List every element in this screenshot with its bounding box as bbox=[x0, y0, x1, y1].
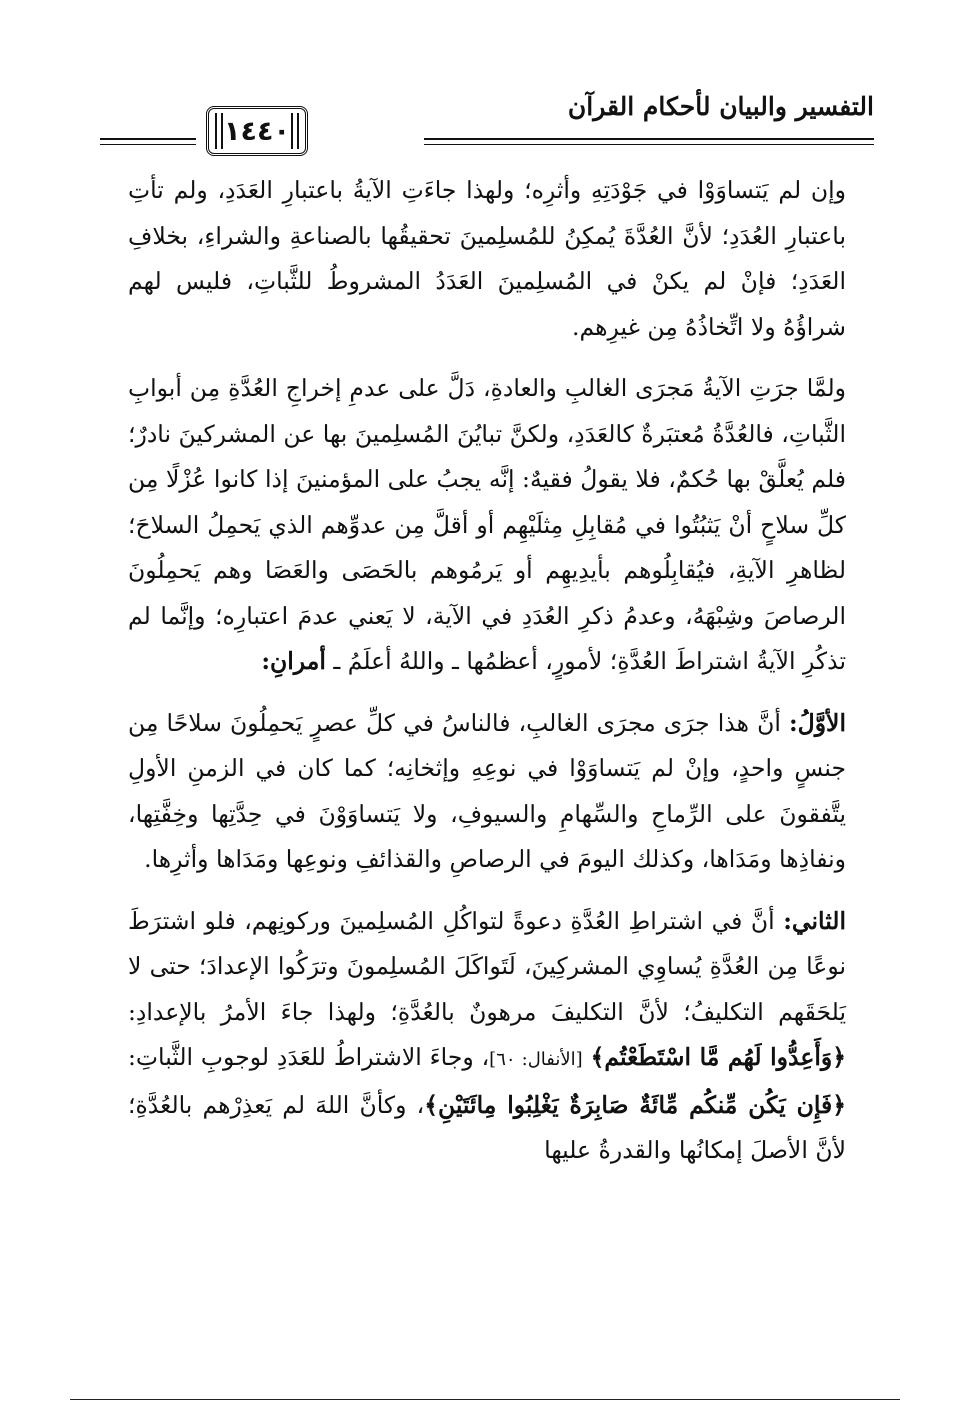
paragraph-3 bbox=[128, 701, 846, 883]
paragraph-2-end: أمرانِ: bbox=[261, 647, 326, 675]
paragraph-2-text: ولمَّا جرَتِ الآيةُ مَجرَى الغالبِ والعادةِ، دَلَّ على عدمِ إخراجِ العُدَّةِ مِن أبوابِ الثَّباتِ، فالعُدَّةُ مُعتبَرةٌ كالعَدَدِ، ولكنَّ تبايُنَ المُسلِمينَ بها عن المشركينَ نادرٌ؛ فلم يُعلَّقْ بها حُكمٌ، فلا يقولُ فقيهٌ: إنَّه يجبُ على المؤمنينَ إذا كانوا عُزْلًا مِن كلِّ سلاحٍ أنْ يَثبُتُوا في مُقابِلِ مِثلَيْهِم أو أقلَّ مِن عدوِّهم الذي يَحمِلُ السلاحَ؛ لظاهرِ الآيةِ، فيُقابِلُوهم بأيدِيهِم أو يَرمُوهم بالحَصَى والعَصَا وهم يَحمِلُونَ الرصاصَ وشِبْهَهُ، وعدمُ ذكرِ العُدَدِ في الآية، لا يَعني عدمَ اعتبارِه؛ وإنَّما لم تذكُرِ الآيةُ اشتراطَ العُدَّةِ؛ لأمورٍ، أعظمُها ـ واللهُ أعلَمُ ـ bbox=[128, 374, 846, 675]
second-point-label: الثاني: bbox=[783, 906, 846, 935]
footer-rule bbox=[70, 1399, 900, 1400]
paragraph-2 bbox=[128, 366, 846, 685]
page-number: ١٤٤٠ bbox=[206, 106, 308, 156]
verse-reference-1: [الأنفال: ٦٠] bbox=[489, 1049, 583, 1070]
book-title: التفسير والبيان لأحكام القرآن bbox=[567, 92, 874, 121]
paragraph-3-text: أنَّ هذا جرَى مجرَى الغالبِ، فالناسُ في كلِّ عصرٍ يَحمِلُونَ سلاحًا مِن جنسٍ واحدٍ، وإنْ لم يَتساوَوْا في نوعِهِ وإثخانِه؛ كما كان في الزمنِ الأولِ يتَّفقونَ على الرِّماحِ والسِّهامِ والسيوفِ، ولا يَتساوَوْنَ في حِدَّتِها وخِفَّتِها، ونفاذِها ومَدَاها، وكذلك اليومَ في الرصاصِ والقذائفِ ونوعِها ومَدَاها وأثرِها. bbox=[128, 708, 846, 873]
paragraph-1: وإن لم يَتساوَوْا في جَوْدَتِهِ وأثرِه؛ ولهذا جاءَتِ الآيةُ باعتبارِ العَدَدِ، ولم تأتِ باعتبارِ العُدَدِ؛ لأنَّ العُدَّةَ يُمكِنُ للمُسلِمينَ تحقيقُها بالصناعةِ والشراءِ، بخلافِ العَدَدِ؛ فإنْ لم يكنْ في المُسلِمينَ العَدَدُ المشروطُ للثَّباتِ، فليس لهم شراؤُهُ ولا اتِّخاذُهُ مِن غيرِهم. bbox=[128, 176, 846, 341]
page-body bbox=[128, 168, 846, 1190]
paragraph-4-text-c: ، وكأنَّ اللهَ لم يَعذِرْهم بالعُدَّةِ؛ لأنَّ الأصلَ إمكانُها والقدرةُ عليها bbox=[128, 1090, 846, 1164]
header-rule-left bbox=[100, 138, 196, 140]
paragraph-4-text-a: أنَّ في اشتراطِ العُدَّةِ دعوةً لتواكُلِ المُسلِمينَ وركونِهم، فلو اشترَطَ نوعًا مِن العُدَّةِ يُساوِي المشركِينَ، لَتَواكَلَ المُسلِمونَ وترَكُوا الإعدادَ؛ حتى لا يَلحَقَهم التكليفُ؛ لأنَّ التكليفَ مرهونٌ بالعُدَّةِ؛ ولهذا جاءَ الأمرُ بالإعدادِ: bbox=[128, 906, 846, 1026]
first-point-label: الأوَّلُ: bbox=[788, 708, 846, 737]
quran-verse-1: ﴿وَأَعِدُّوا لَهُم مَّا اسْتَطَعْتُم﴾ bbox=[590, 1043, 846, 1071]
quran-verse-2: ﴿فَإِن يَكُن مِّنكُم مِّائَةٌ صَابِرَةٌ يَغْلِبُوا مِائَتَيْنِ﴾ bbox=[424, 1090, 846, 1119]
paragraph-4-text-b: ، وجاءَ الاشتراطُ للعَدَدِ لوجوبِ الثَّباتِ: bbox=[128, 1043, 490, 1071]
page-header bbox=[0, 82, 974, 172]
paragraph-4 bbox=[128, 899, 846, 1174]
header-rule bbox=[424, 138, 874, 140]
header-rule-thin bbox=[424, 144, 874, 145]
header-rule-thin-left bbox=[100, 144, 196, 145]
